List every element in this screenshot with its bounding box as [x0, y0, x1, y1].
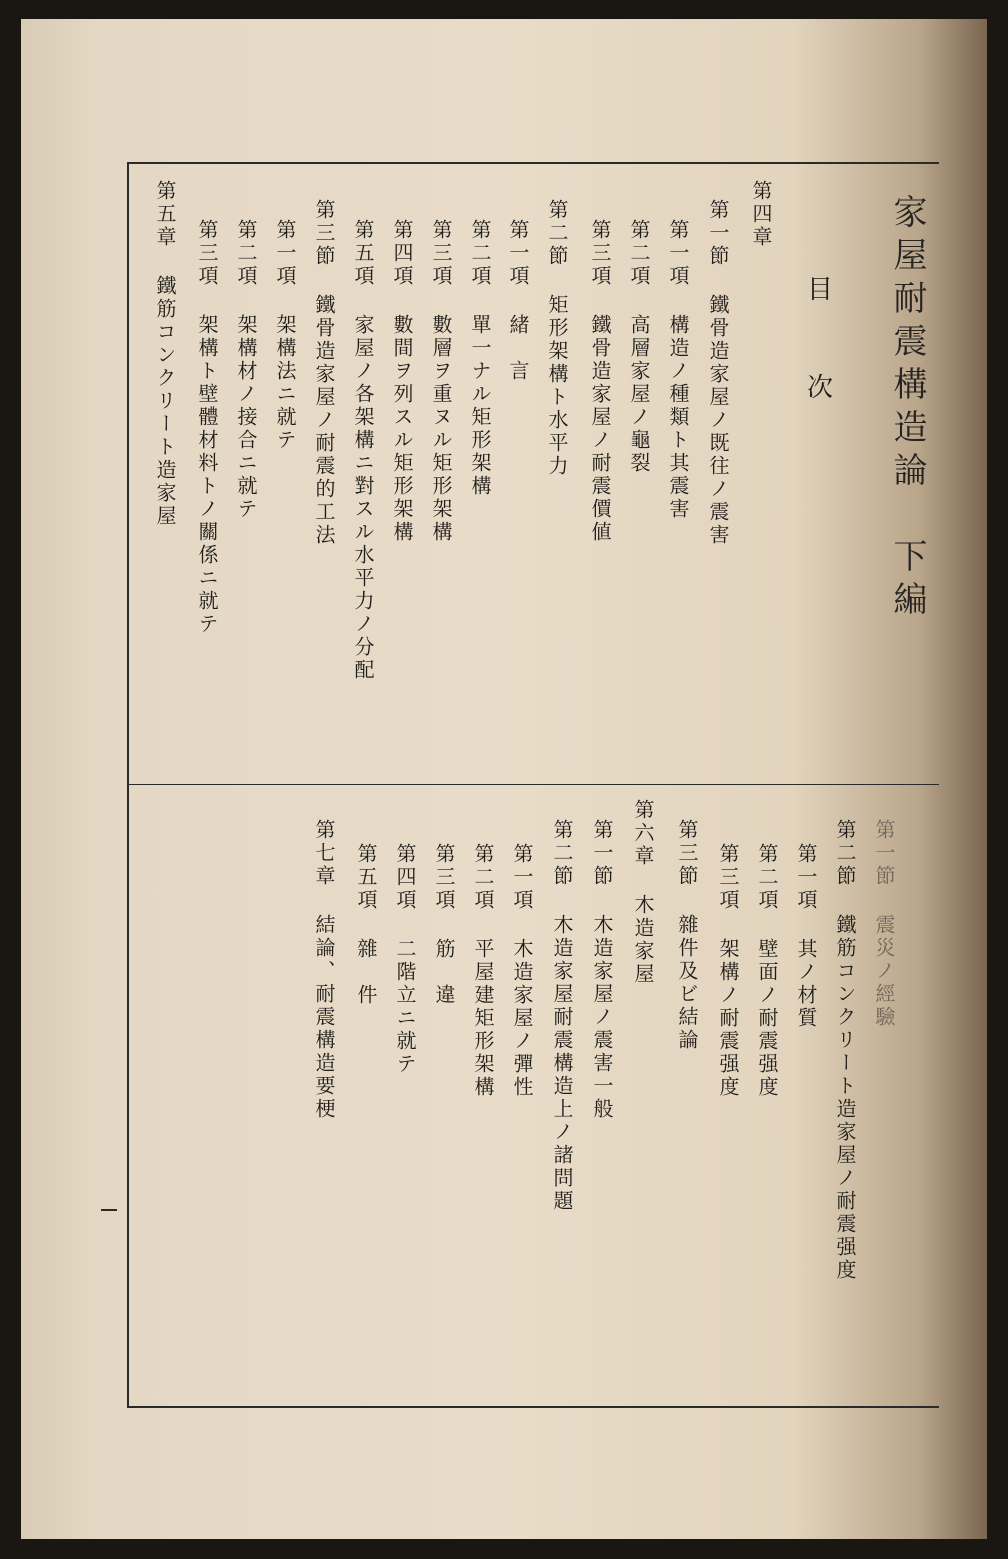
toc-entry-label: 第二項: [471, 843, 495, 912]
toc-entry-text: 構造ノ種類ト其震害: [666, 314, 690, 521]
toc-entry: [270, 219, 300, 452]
toc-heading-char: 次: [807, 373, 834, 403]
toc-entry-text: 筋 違: [432, 938, 456, 1007]
toc-entry-text: 二階立ニ就テ: [393, 938, 417, 1076]
toc-entry: [713, 843, 743, 1099]
toc-entry-text: 震災ノ經驗: [872, 914, 896, 1029]
toc-entry-text: 雜件及ビ結論: [675, 914, 699, 1052]
toc-entry-label: 第四項: [390, 219, 414, 288]
toc-entry-text: 結論、耐震構造要梗: [312, 914, 336, 1121]
toc-entry: [465, 219, 495, 498]
toc-entry: [503, 219, 533, 383]
toc-entry-text: 單一ナル矩形架構: [468, 314, 492, 498]
toc-entry-label: 第二項: [627, 219, 651, 288]
toc-entry-label: 第三項: [432, 843, 456, 912]
toc-entry-label: 第三項: [195, 219, 219, 288]
toc-entry-text: 其ノ材質: [794, 938, 818, 1030]
toc-entry-text: 鐵骨造家屋ノ既往ノ震害: [706, 294, 730, 547]
toc-entry: [429, 843, 459, 1007]
toc-entry-label: 第一項: [510, 843, 534, 912]
toc-entry-label: 第四章: [749, 180, 773, 249]
toc-entry-text: 鐵骨造家屋ノ耐震價値: [588, 314, 612, 544]
toc-entry: [752, 843, 782, 1099]
book-page: [21, 19, 987, 1539]
toc-entry-label: 第三項: [716, 843, 740, 912]
toc-entry: [547, 819, 577, 1213]
toc-heading: [807, 269, 847, 419]
toc-entry-text: 架構ノ耐震强度: [716, 938, 740, 1099]
toc-entry: [231, 219, 261, 521]
toc-entry-label: 第二項: [755, 843, 779, 912]
toc-entry-text: 矩形架構ト水平力: [545, 294, 569, 478]
toc-entry-label: 第二節: [833, 819, 857, 888]
toc-entry: [628, 799, 658, 986]
toc-entry: [830, 819, 860, 1282]
toc-entry-label: 第二節: [545, 199, 569, 268]
toc-entry-label: 第二項: [234, 219, 258, 288]
toc-entry-label: 第一項: [666, 219, 690, 288]
toc-entry: [150, 180, 180, 528]
toc-entry-label: 第五項: [351, 219, 375, 288]
toc-entry-text: 平屋建矩形架構: [471, 938, 495, 1099]
toc-entry-text: 架構材ノ接合ニ就テ: [234, 314, 258, 521]
toc-entry-text: 鐵骨造家屋ノ耐震的工法: [312, 294, 336, 547]
toc-entry-label: 第一項: [794, 843, 818, 912]
toc-entry-label: 第六章: [631, 799, 655, 868]
toc-entry-label: 第二節: [550, 819, 574, 888]
toc-entry: [351, 843, 381, 1007]
toc-entry-label: 第三項: [429, 219, 453, 288]
toc-entry: [348, 219, 378, 682]
toc-entry-label: 第一節: [706, 199, 730, 268]
toc-entry: [426, 219, 456, 544]
toc-entry-text: 家屋ノ各架構ニ對スル水平力ノ分配: [351, 314, 375, 682]
toc-entry-text: 木造家屋ノ彈性: [510, 938, 534, 1099]
toc-entry: [672, 819, 702, 1052]
toc-entry-label: 第三項: [588, 219, 612, 288]
toc-entry-text: 鐵筋コンクリート造家屋: [153, 275, 177, 528]
toc-entry: [387, 219, 417, 544]
toc-entry: [663, 219, 693, 521]
toc-entry-label: 第五項: [354, 843, 378, 912]
toc-entry-text: 架構ト壁體材料トノ關係ニ就テ: [195, 314, 219, 636]
toc-entry-text: 木造家屋ノ震害一般: [590, 914, 614, 1121]
toc-entry-text: 壁面ノ耐震强度: [755, 938, 779, 1099]
toc-entry-label: 第三節: [312, 199, 336, 268]
toc-entry-label: 第七章: [312, 819, 336, 888]
toc-entry: [703, 199, 733, 547]
toc-entry-text: 高層家屋ノ龜裂: [627, 314, 651, 475]
toc-entry: [507, 843, 537, 1099]
toc-entry: [746, 180, 776, 249]
page-number: [101, 1209, 117, 1211]
toc-entry: [542, 199, 572, 478]
toc-entry-label: 第一節: [872, 819, 896, 888]
toc-entry: [585, 219, 615, 544]
toc-entry-text: 數層ヲ重ヌル矩形架構: [429, 314, 453, 544]
toc-entry: [587, 819, 617, 1121]
toc-entry-text: 緒 言: [506, 314, 530, 383]
toc-entry-text: 木造家屋: [631, 894, 655, 986]
toc-entry-label: 第五章: [153, 180, 177, 249]
toc-entry: [309, 819, 339, 1121]
toc-entry-text: 雜 件: [354, 938, 378, 1007]
toc-entry-text: 數間ヲ列スル矩形架構: [390, 314, 414, 544]
toc-entry: [309, 199, 339, 547]
toc-entry-label: 第二項: [468, 219, 492, 288]
toc-entry-label: 第一項: [273, 219, 297, 288]
toc-entry-label: 第四項: [393, 843, 417, 912]
section-divider: [129, 784, 939, 785]
toc-entry-label: 第一項: [506, 219, 530, 288]
toc-heading-char: 目: [807, 275, 834, 305]
toc-entry: [791, 843, 821, 1030]
book-title: 家屋耐震構造論 下編: [887, 194, 927, 624]
toc-entry-text: 鐵筋コンクリート造家屋ノ耐震强度: [833, 914, 857, 1282]
toc-entry: [390, 843, 420, 1076]
toc-entry-label: 第三節: [675, 819, 699, 888]
toc-entry-label: 第一節: [590, 819, 614, 888]
toc-entry: [624, 219, 654, 475]
toc-entry: [468, 843, 498, 1099]
toc-entry-text: 木造家屋耐震構造上ノ諸問題: [550, 914, 574, 1213]
toc-entry: [869, 819, 899, 1029]
toc-entry: [192, 219, 222, 636]
toc-entry-text: 架構法ニ就テ: [273, 314, 297, 452]
